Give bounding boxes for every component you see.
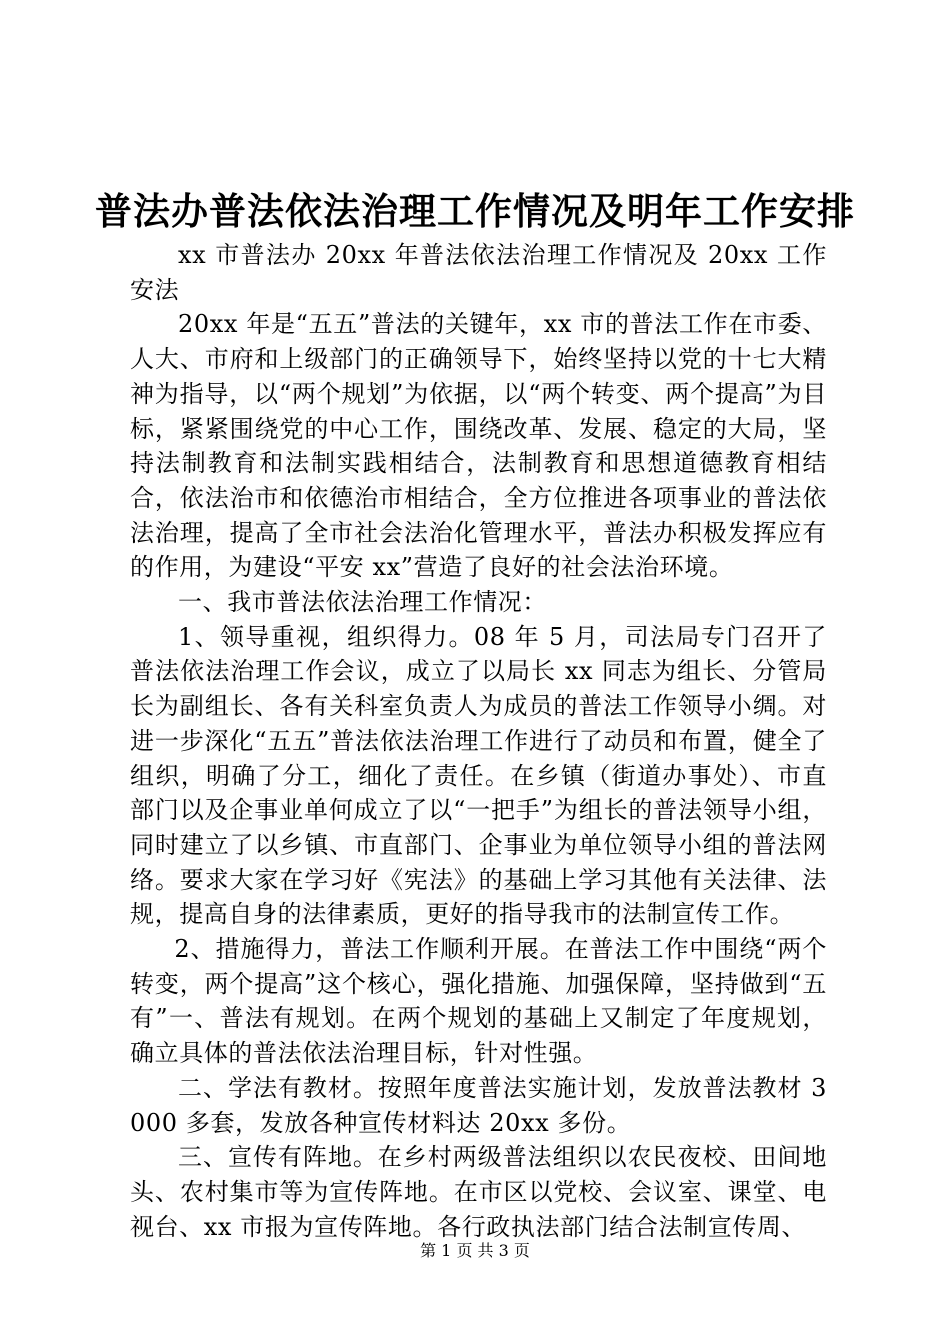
page-number-footer: 第 1 页 共 3 页 bbox=[420, 1241, 530, 1260]
paragraph-item-3: 二、学法有教材。按照年度普法实施计划，发放普法教材 3000 多套，发放各种宣传材料达 20xx 多份。 bbox=[130, 1073, 827, 1137]
paragraph-intro: 20xx 年是“五五”普法的关键年，xx 市的普法工作在市委、人大、市府和上级部门的正确领导下，始终坚持以党的十七大精神为指导，以“两个规划”为依据，以“两个转变、两个提高”为目标，紧紧围绕党的中心工作，围绕改革、发展、稳定的大局，坚持法制教育和法制实践相结合，法制教育和思想道德教育相结合，依法治市和依德治市相结合，全方位推进各项事业的普法依法治理，提高了全市社会法治化管理水平，普法办积极发挥应有的作用，为建设“平安 xx”营造了良好的社会法治环境。 bbox=[130, 310, 827, 582]
paragraph-subtitle: xx 市普法办 20xx 年普法依法治理工作情况及 20xx 工作安法 bbox=[130, 241, 827, 304]
document-title: 普法办普法依法治理工作情况及明年工作安排 bbox=[95, 189, 855, 233]
paragraph-section-heading: 一、我市普法依法治理工作情况： bbox=[178, 588, 547, 617]
paragraph-item-2: 2、措施得力，普法工作顺利开展。在普法工作中围绕“两个转变，两个提高”这个核心，强化措施、加强保障，坚持做到“五有”一、普法有规划。在两个规划的基础上又制定了年度规划，确立具体的普法依法治理目标，针对性强。 bbox=[130, 935, 827, 1068]
paragraph-item-4: 三、宣传有阵地。在乡村两级普法组织以农民夜校、田间地头、农村集市等为宣传阵地。在市区以党校、会议室、课堂、电视台、xx 市报为宣传阵地。各行政执法部门结合法制宣传周、 bbox=[130, 1143, 827, 1241]
document-body bbox=[130, 238, 827, 1244]
paragraph-item-1: 1、领导重视，组织得力。08 年 5 月，司法局专门召开了普法依法治理工作会议，成立了以局长 xx 同志为组长、分管局长为副组长、各有关科室负责人为成员的普法工作领导小绸。对进一步深化“五五”普法依法治理工作进行了动员和布置，健全了组织，明确了分工，细化了责任。在乡镇（街道办事处）、市直部门以及企事业单何成立了以“一把手”为组长的普法领导小组，同时建立了以乡镇、市直部门、企事业为单位领导小组的普法网络。要求大家在学习好《宪法》的基础上学习其他有关法律、法规，提高自身的法律素质，更好的指导我市的法制宣传工作。 bbox=[130, 622, 827, 929]
